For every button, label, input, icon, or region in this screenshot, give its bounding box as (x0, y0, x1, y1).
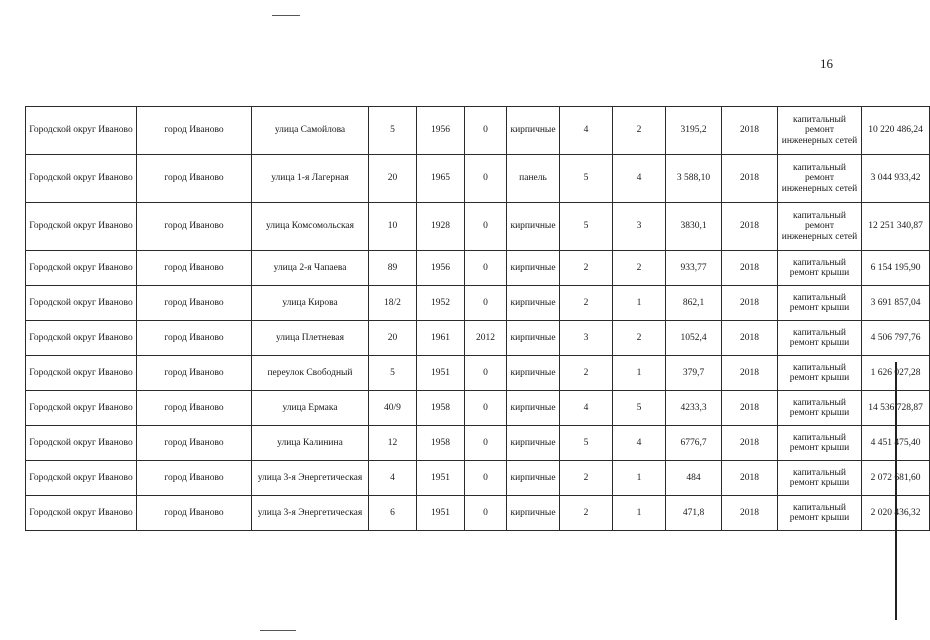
cost-cell: 2 020 436,32 (862, 496, 930, 531)
street-cell: улица 2-я Чапаева (252, 251, 369, 286)
street-cell: улица Калинина (252, 426, 369, 461)
street-cell: улица 1-я Лагерная (252, 155, 369, 203)
city-cell: город Иваново (137, 107, 252, 155)
floors-cell: 4 (560, 391, 613, 426)
entrances-cell: 1 (613, 496, 666, 531)
area-cell: 3 588,10 (666, 155, 722, 203)
year-built-cell: 1952 (417, 286, 465, 321)
housing-repair-table (25, 106, 930, 531)
cost-cell: 3 691 857,04 (862, 286, 930, 321)
table-row (26, 391, 930, 426)
district-cell: Городской округ Иваново (26, 107, 137, 155)
wall-material-cell: кирпичные (507, 321, 560, 356)
plan-year-cell: 2018 (722, 251, 778, 286)
year-built-cell: 1951 (417, 496, 465, 531)
district-cell: Городской округ Иваново (26, 496, 137, 531)
year-built-cell: 1951 (417, 461, 465, 496)
entrances-cell: 1 (613, 286, 666, 321)
reconstruction-year-cell: 0 (465, 426, 507, 461)
scan-mark-top (272, 15, 300, 16)
wall-material-cell: кирпичные (507, 426, 560, 461)
table-body (26, 107, 930, 531)
entrances-cell: 1 (613, 356, 666, 391)
house-number-cell: 18/2 (369, 286, 417, 321)
street-cell: улица 3-я Энергетическая (252, 461, 369, 496)
street-cell: улица Кирова (252, 286, 369, 321)
entrances-cell: 2 (613, 251, 666, 286)
floors-cell: 2 (560, 461, 613, 496)
house-number-cell: 4 (369, 461, 417, 496)
area-cell: 1052,4 (666, 321, 722, 356)
entrances-cell: 3 (613, 203, 666, 251)
floors-cell: 5 (560, 203, 613, 251)
cost-cell: 2 072 681,60 (862, 461, 930, 496)
city-cell: город Иваново (137, 496, 252, 531)
cost-cell: 4 506 797,76 (862, 321, 930, 356)
area-cell: 4233,3 (666, 391, 722, 426)
scan-edge-line (895, 362, 897, 620)
cost-cell: 10 220 486,24 (862, 107, 930, 155)
floors-cell: 2 (560, 356, 613, 391)
reconstruction-year-cell: 0 (465, 356, 507, 391)
table-row (26, 496, 930, 531)
entrances-cell: 2 (613, 107, 666, 155)
wall-material-cell: кирпичные (507, 107, 560, 155)
city-cell: город Иваново (137, 203, 252, 251)
year-built-cell: 1951 (417, 356, 465, 391)
year-built-cell: 1965 (417, 155, 465, 203)
house-number-cell: 5 (369, 107, 417, 155)
street-cell: улица 3-я Энергетическая (252, 496, 369, 531)
table-row (26, 356, 930, 391)
plan-year-cell: 2018 (722, 321, 778, 356)
city-cell: город Иваново (137, 321, 252, 356)
plan-year-cell: 2018 (722, 203, 778, 251)
table-row (26, 321, 930, 356)
year-built-cell: 1958 (417, 391, 465, 426)
wall-material-cell: панель (507, 155, 560, 203)
wall-material-cell: кирпичные (507, 461, 560, 496)
district-cell: Городской округ Иваново (26, 461, 137, 496)
table-row (26, 461, 930, 496)
city-cell: город Иваново (137, 251, 252, 286)
year-built-cell: 1956 (417, 251, 465, 286)
house-number-cell: 20 (369, 321, 417, 356)
wall-material-cell: кирпичные (507, 391, 560, 426)
house-number-cell: 20 (369, 155, 417, 203)
house-number-cell: 12 (369, 426, 417, 461)
district-cell: Городской округ Иваново (26, 251, 137, 286)
house-number-cell: 40/9 (369, 391, 417, 426)
table-row (26, 155, 930, 203)
cost-cell: 3 044 933,42 (862, 155, 930, 203)
reconstruction-year-cell: 0 (465, 461, 507, 496)
wall-material-cell: кирпичные (507, 356, 560, 391)
area-cell: 3195,2 (666, 107, 722, 155)
area-cell: 484 (666, 461, 722, 496)
table-row (26, 286, 930, 321)
floors-cell: 2 (560, 251, 613, 286)
house-number-cell: 5 (369, 356, 417, 391)
work-type-cell: капитальный ремонт крыши (778, 426, 862, 461)
city-cell: город Иваново (137, 155, 252, 203)
entrances-cell: 4 (613, 155, 666, 203)
area-cell: 862,1 (666, 286, 722, 321)
reconstruction-year-cell: 2012 (465, 321, 507, 356)
district-cell: Городской округ Иваново (26, 203, 137, 251)
district-cell: Городской округ Иваново (26, 391, 137, 426)
plan-year-cell: 2018 (722, 286, 778, 321)
floors-cell: 5 (560, 426, 613, 461)
reconstruction-year-cell: 0 (465, 251, 507, 286)
district-cell: Городской округ Иваново (26, 321, 137, 356)
year-built-cell: 1958 (417, 426, 465, 461)
floors-cell: 3 (560, 321, 613, 356)
work-type-cell: капитальный ремонт крыши (778, 286, 862, 321)
page-number: 16 (820, 56, 833, 71)
area-cell: 6776,7 (666, 426, 722, 461)
reconstruction-year-cell: 0 (465, 203, 507, 251)
work-type-cell: капитальный ремонт крыши (778, 391, 862, 426)
house-number-cell: 10 (369, 203, 417, 251)
cost-cell: 4 451 475,40 (862, 426, 930, 461)
plan-year-cell: 2018 (722, 155, 778, 203)
street-cell: улица Комсомольская (252, 203, 369, 251)
plan-year-cell: 2018 (722, 426, 778, 461)
street-cell: улица Плетневая (252, 321, 369, 356)
year-built-cell: 1928 (417, 203, 465, 251)
work-type-cell: капитальный ремонт инженерных сетей (778, 203, 862, 251)
street-cell: улица Ермака (252, 391, 369, 426)
city-cell: город Иваново (137, 286, 252, 321)
city-cell: город Иваново (137, 356, 252, 391)
reconstruction-year-cell: 0 (465, 496, 507, 531)
cost-cell: 14 536 728,87 (862, 391, 930, 426)
wall-material-cell: кирпичные (507, 203, 560, 251)
table-row (26, 426, 930, 461)
plan-year-cell: 2018 (722, 391, 778, 426)
district-cell: Городской округ Иваново (26, 155, 137, 203)
reconstruction-year-cell: 0 (465, 286, 507, 321)
reconstruction-year-cell: 0 (465, 107, 507, 155)
house-number-cell: 6 (369, 496, 417, 531)
reconstruction-year-cell: 0 (465, 391, 507, 426)
work-type-cell: капитальный ремонт крыши (778, 321, 862, 356)
district-cell: Городской округ Иваново (26, 356, 137, 391)
area-cell: 471,8 (666, 496, 722, 531)
district-cell: Городской округ Иваново (26, 286, 137, 321)
city-cell: город Иваново (137, 426, 252, 461)
plan-year-cell: 2018 (722, 461, 778, 496)
plan-year-cell: 2018 (722, 496, 778, 531)
street-cell: улица Самойлова (252, 107, 369, 155)
area-cell: 379,7 (666, 356, 722, 391)
wall-material-cell: кирпичные (507, 496, 560, 531)
wall-material-cell: кирпичные (507, 251, 560, 286)
work-type-cell: капитальный ремонт крыши (778, 356, 862, 391)
plan-year-cell: 2018 (722, 107, 778, 155)
street-cell: переулок Свободный (252, 356, 369, 391)
year-built-cell: 1956 (417, 107, 465, 155)
city-cell: город Иваново (137, 461, 252, 496)
city-cell: город Иваново (137, 391, 252, 426)
work-type-cell: капитальный ремонт крыши (778, 496, 862, 531)
floors-cell: 4 (560, 107, 613, 155)
work-type-cell: капитальный ремонт крыши (778, 251, 862, 286)
year-built-cell: 1961 (417, 321, 465, 356)
cost-cell: 6 154 195,90 (862, 251, 930, 286)
floors-cell: 2 (560, 286, 613, 321)
house-number-cell: 89 (369, 251, 417, 286)
work-type-cell: капитальный ремонт инженерных сетей (778, 155, 862, 203)
table-row (26, 251, 930, 286)
work-type-cell: капитальный ремонт инженерных сетей (778, 107, 862, 155)
table-row (26, 203, 930, 251)
plan-year-cell: 2018 (722, 356, 778, 391)
reconstruction-year-cell: 0 (465, 155, 507, 203)
entrances-cell: 4 (613, 426, 666, 461)
entrances-cell: 1 (613, 461, 666, 496)
wall-material-cell: кирпичные (507, 286, 560, 321)
entrances-cell: 2 (613, 321, 666, 356)
district-cell: Городской округ Иваново (26, 426, 137, 461)
floors-cell: 5 (560, 155, 613, 203)
entrances-cell: 5 (613, 391, 666, 426)
floors-cell: 2 (560, 496, 613, 531)
scan-mark-bottom (260, 630, 296, 631)
cost-cell: 1 626 027,28 (862, 356, 930, 391)
area-cell: 933,77 (666, 251, 722, 286)
cost-cell: 12 251 340,87 (862, 203, 930, 251)
work-type-cell: капитальный ремонт крыши (778, 461, 862, 496)
area-cell: 3830,1 (666, 203, 722, 251)
table-row (26, 107, 930, 155)
